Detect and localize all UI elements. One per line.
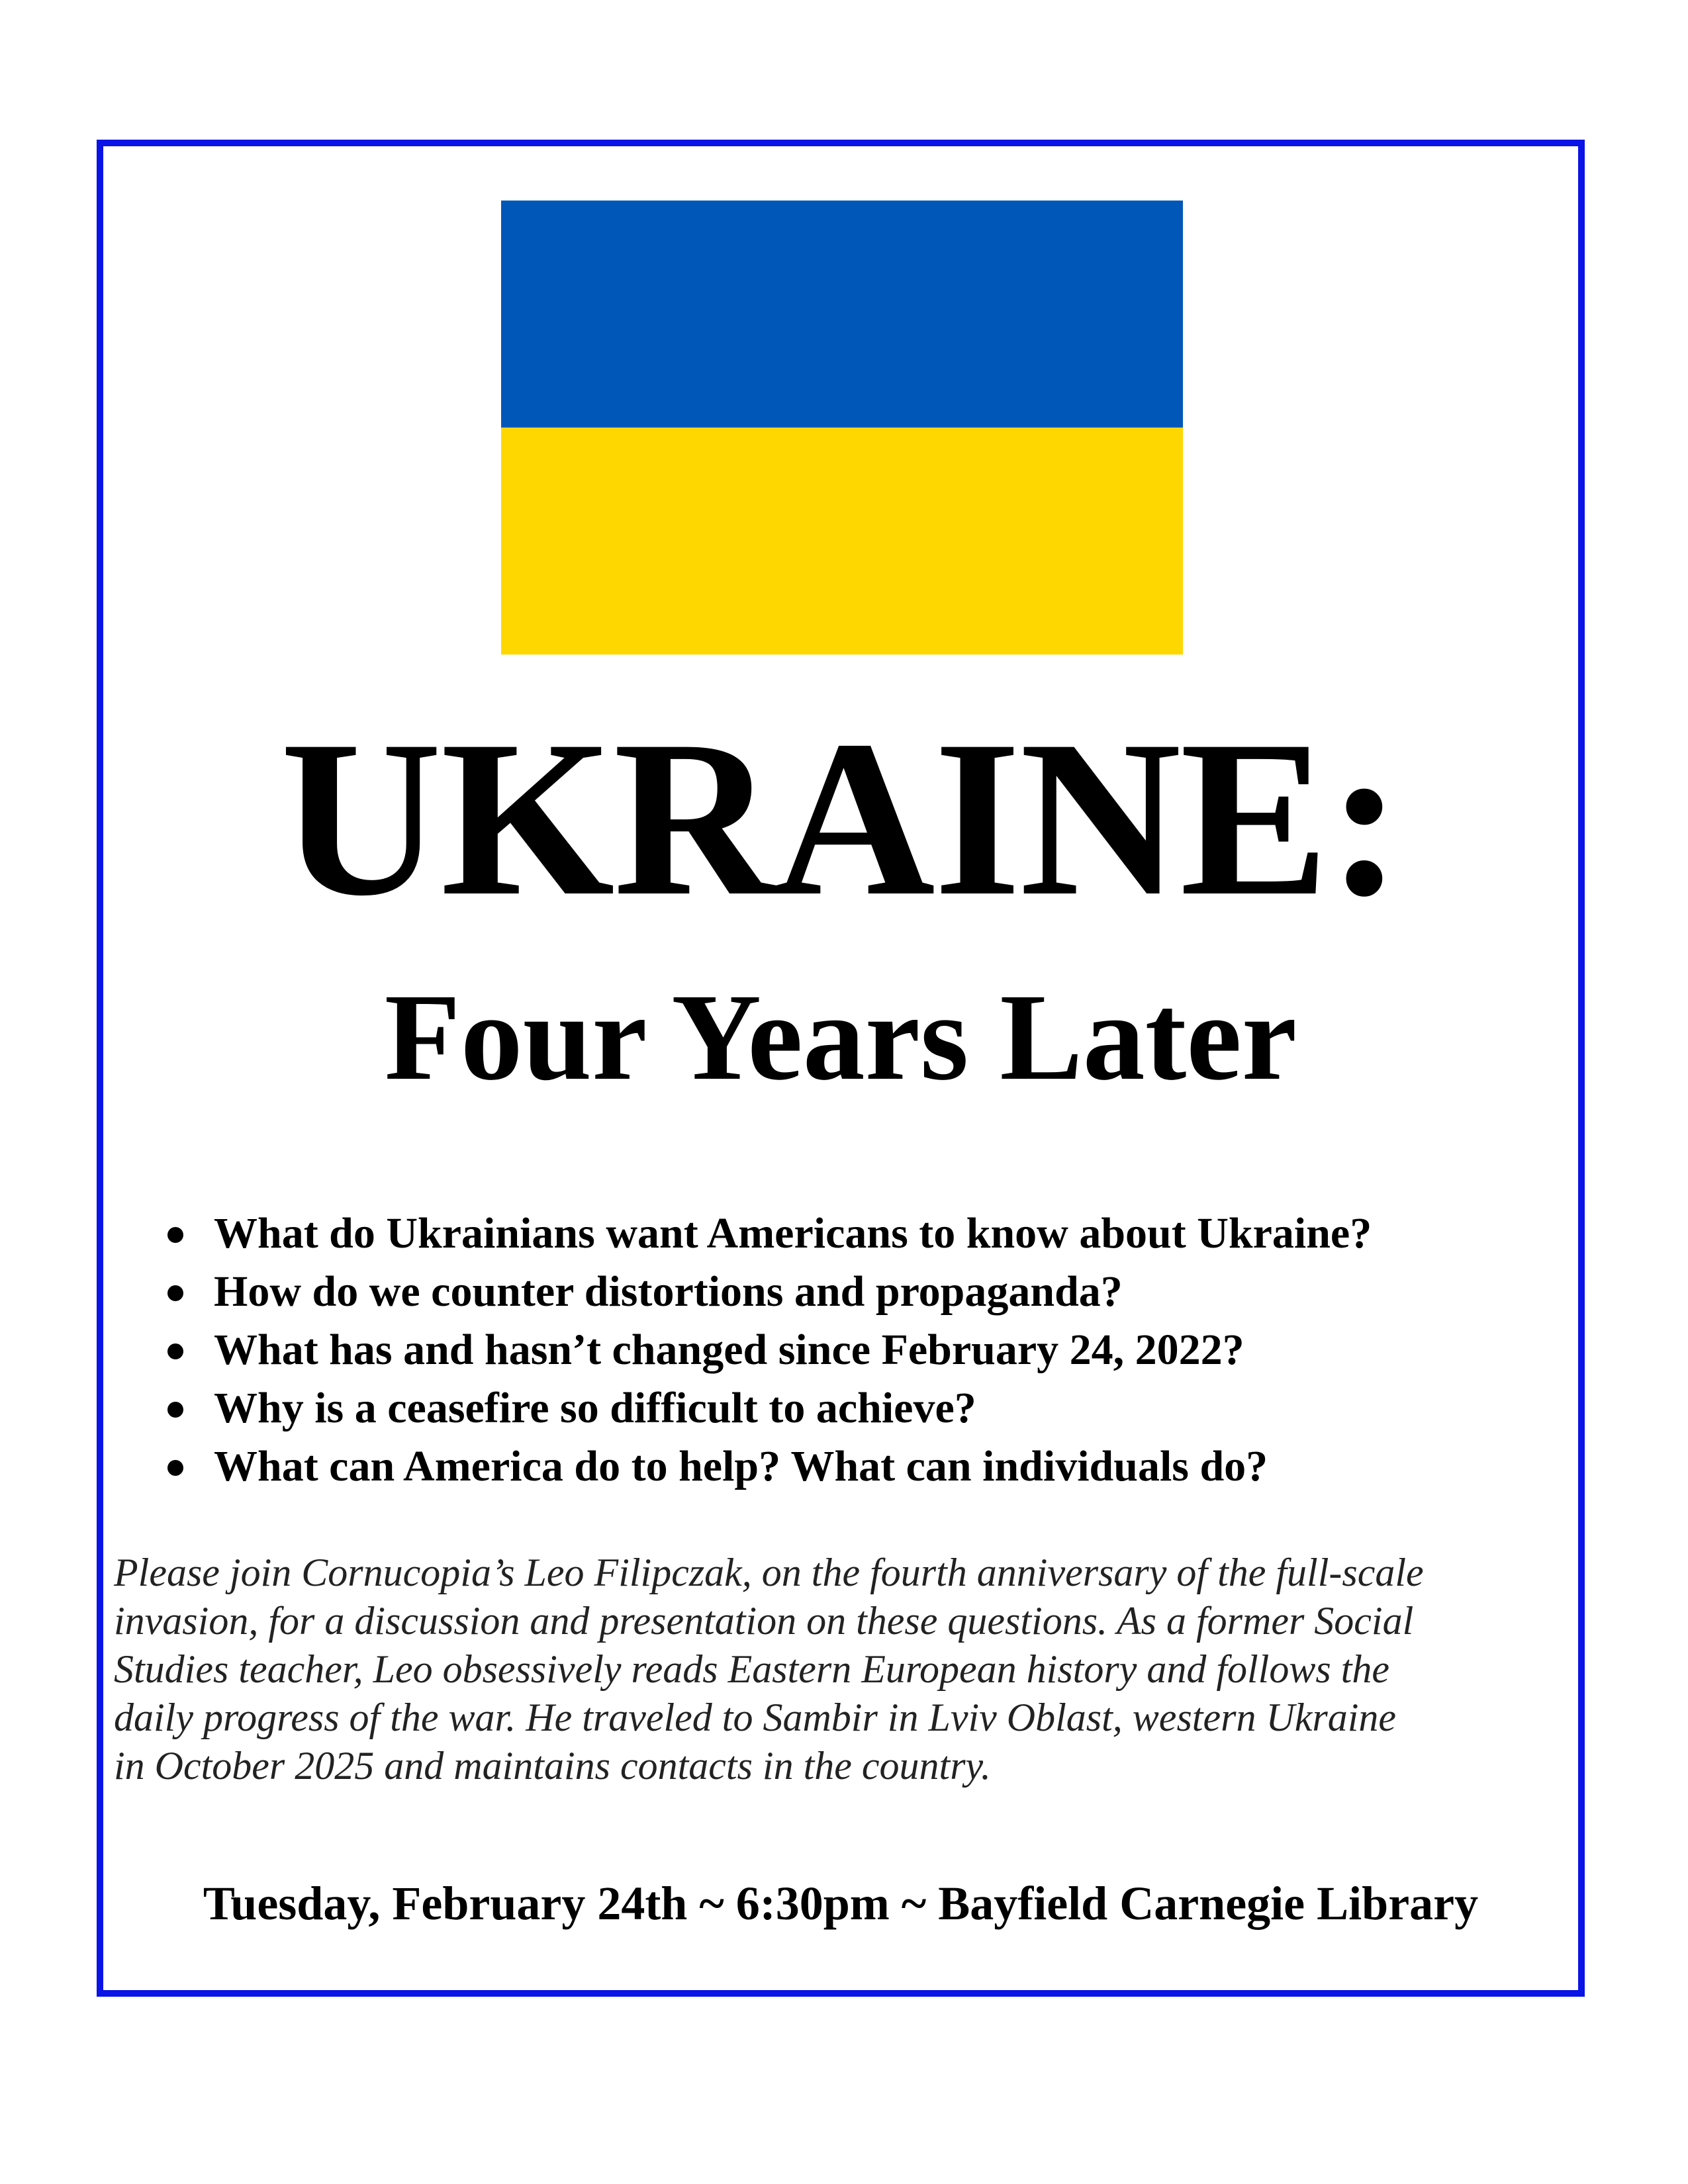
bullet-icon xyxy=(167,1343,183,1359)
question-text: What has and hasn’t changed since February 24, 2022? xyxy=(214,1326,1244,1374)
question-text: How do we counter distortions and propaganda? xyxy=(214,1267,1123,1316)
question-text: What can America do to help? What can individuals do? xyxy=(214,1442,1268,1490)
bullet-icon xyxy=(167,1285,183,1301)
question-text: Why is a ceasefire so difficult to achieve? xyxy=(214,1384,976,1432)
poster-title: UKRAINE: xyxy=(280,695,1401,942)
question-list xyxy=(165,1205,1556,1496)
flag-blue-stripe xyxy=(501,201,1183,428)
description-paragraph xyxy=(114,1549,1574,1790)
flag-yellow-stripe xyxy=(501,428,1183,655)
description-line: daily progress of the war. He traveled to Sambir in Lviv Oblast, western Ukraine xyxy=(114,1696,1397,1739)
bullet-icon xyxy=(167,1460,183,1476)
bullet-icon xyxy=(167,1227,183,1243)
question-item xyxy=(165,1379,1556,1437)
event-details: Tuesday, February 24th ~ 6:30pm ~ Bayfield Carnegie Library xyxy=(203,1877,1479,1930)
bullet-icon xyxy=(167,1402,183,1418)
question-item xyxy=(165,1321,1556,1379)
description-line: in October 2025 and maintains contacts in the country. xyxy=(114,1744,991,1788)
question-item xyxy=(165,1205,1556,1263)
ukraine-flag-icon xyxy=(501,201,1183,655)
question-text: What do Ukrainians want Americans to know about Ukraine? xyxy=(214,1209,1372,1257)
description-line: invasion, for a discussion and presentation on these questions. As a former Social xyxy=(114,1599,1414,1643)
description-line: Studies teacher, Leo obsessively reads Eastern European history and follows the xyxy=(114,1647,1390,1691)
poster-subtitle: Four Years Later xyxy=(384,968,1297,1106)
description-line: Please join Cornucopia’s Leo Filipczak, on the fourth anniversary of the full-scale xyxy=(114,1551,1424,1594)
question-item xyxy=(165,1437,1556,1496)
question-item xyxy=(165,1263,1556,1321)
